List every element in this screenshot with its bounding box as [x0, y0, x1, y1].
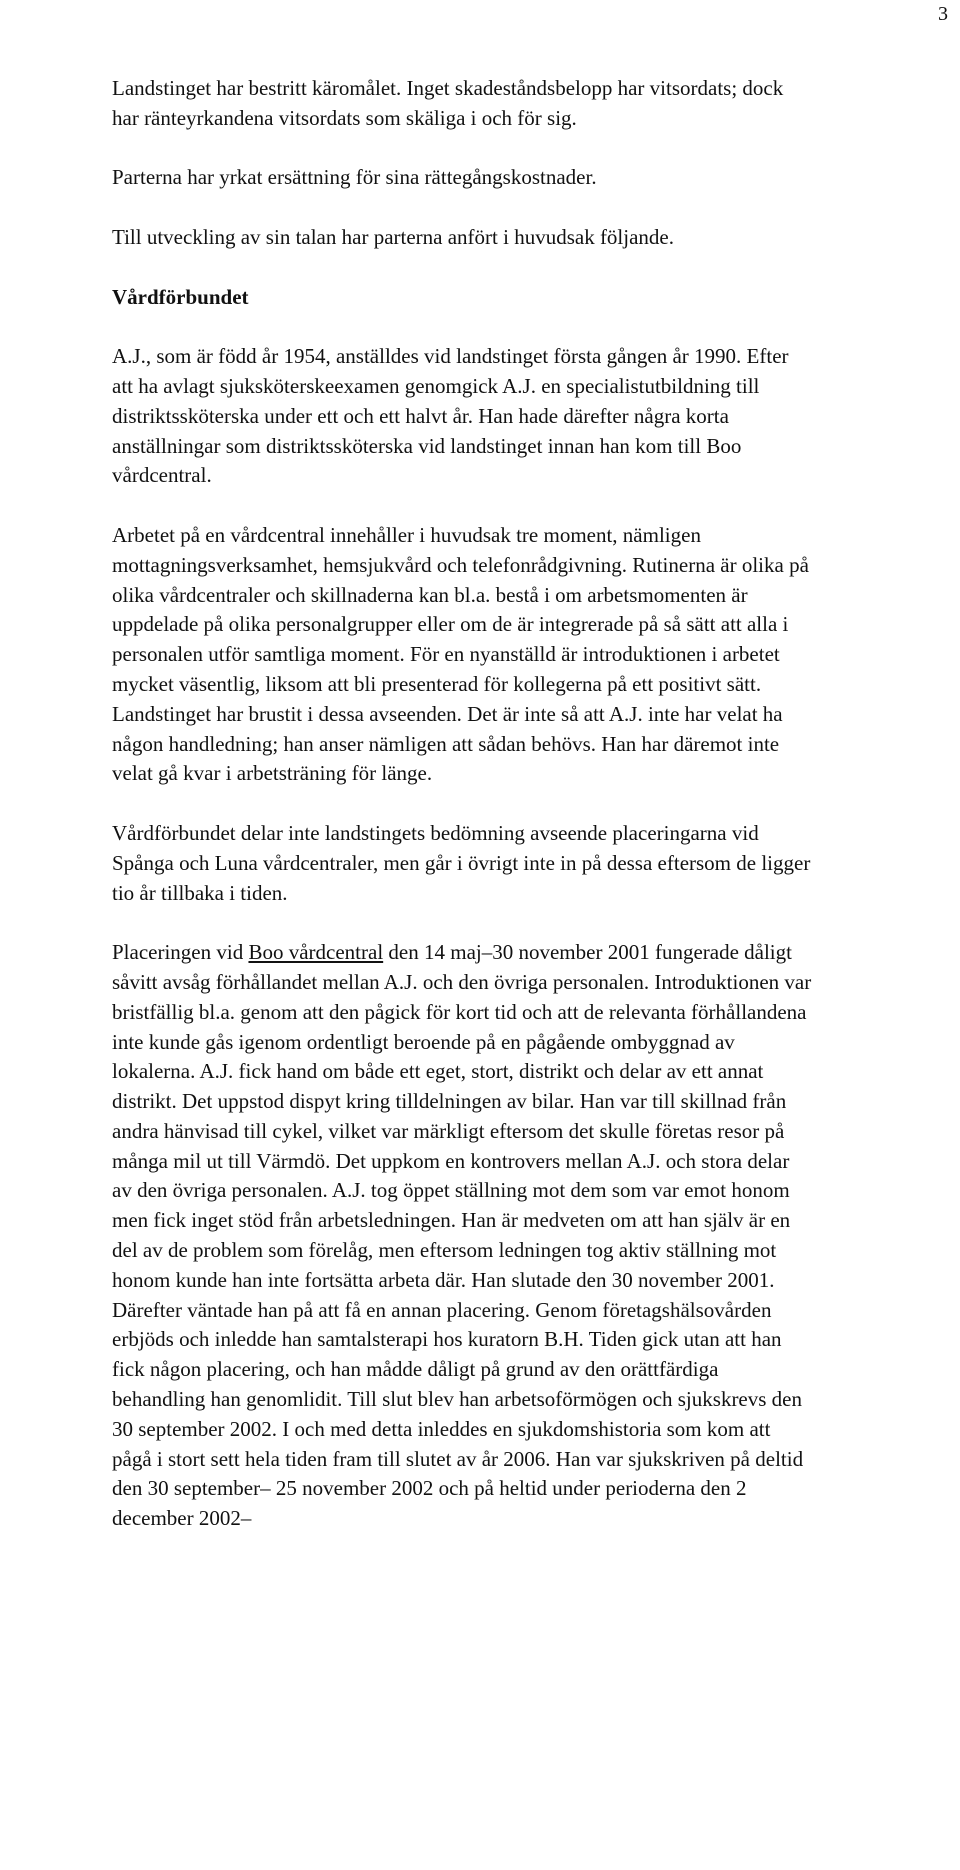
underlined-boo-vardcentral: Boo vårdcentral [248, 940, 384, 965]
paragraph-boo-rest: den 14 maj–30 november 2001 fungerade dåligt såvitt avsåg förhållandet mellan A.J. och den övriga personalen. Introduktionen var bristfällig bl.a. genom att den pågick för kort tid och att de relevanta förhållandena inte kunde gås igenom ordentligt beroende på en pågående ombyggnad av lokalerna. A.J. fick hand om både ett eget, stort, distrikt och delar av ett annat distrikt. Det uppstod dispyt kring tilldelningen av bilar. Han var till skillnad från andra hänvisad till cykel, vilket var märkligt eftersom det skulle företas resor på många mil ut till Värmdö. Det uppkom en kontrovers mellan A.J. och stora delar av den övriga personalen. A.J. tog öppet ställning mot dem som var emot honom men fick inget stöd från arbetsledningen. Han är medveten om att han själv är en del av de problem som förelåg, men eftersom ledningen tog aktiv ställning mot honom kunde han inte fortsätta arbeta där. Han slutade den 30 november 2001. Därefter väntade han på att få en annan placering. Genom företagshälsovården erbjöds och inledde han samtalsterapi hos kuratorn B.H. Tiden gick utan att han fick någon placering, och han mådde dåligt på grund av den orättfärdiga behandling han genomlidit. Till slut blev han arbetsoförmögen och sjukskrevs den 30 september 2002. I och med detta inleddes en sjukdomshistoria som kom att pågå i stort sett hela tiden fram till slutet av år 2006. Han var sjukskriven på deltid den 30 september– 25 november 2002 och på heltid under perioderna den 2 december 2002– [112, 940, 812, 1531]
page-number: 3 [938, 3, 948, 25]
paragraph-background: A.J., som är född år 1954, anställdes vid landstinget första gången år 1990. Efter att ha avlagt sjuksköterskeexamen genomgick A.J. en specialistutbildning till distriktssköterska under ett och ett halvt år. Han hade därefter några korta anställningar som distriktssköterska vid landstinget innan han kom till Boo vårdcentral. [112, 344, 789, 488]
paragraph-work-description: Arbetet på en vårdcentral innehåller i huvudsak tre moment, nämligen mottagningsverksamhet, hemsjukvård och telefonrådgivning. Rutinerna är olika på olika vårdcentraler och skillnaderna kan bl.a. bestå i om arbetsmomenten är uppdelade på olika personalgrupper eller om de är integrerade på så sätt att alla i personalen utför samtliga moment. För en nyanställd är introduktionen i arbetet mycket väsentlig, liksom att bli presenterad för kollegerna på ett positivt sätt. Landstinget har brustit i dessa avseenden. Det är inte så att A.J. inte har velat ha någon handledning; han anser nämligen att sådan behövs. Han har däremot inte velat gå kvar i arbetsträning för länge. [112, 522, 809, 786]
paragraph-intro: Till utveckling av sin talan har parterna anfört i huvudsak följande. [112, 224, 674, 249]
paragraph-boo-placement [112, 938, 812, 1534]
paragraph-previous-placements: Vårdförbundet delar inte landstingets bedömning avseende placeringarna vid Spånga och Luna vårdcentraler, men går i övrigt inte in på dessa eftersom de ligger tio år tillbaka i tiden. [112, 820, 811, 905]
section-heading: Vårdförbundet [112, 284, 249, 309]
paragraph-costs: Parterna har yrkat ersättning för sina rättegångskostnader. [112, 165, 597, 190]
document-body [112, 74, 812, 1564]
paragraph-defense: Landstinget har bestritt käromålet. Inget skadeståndsbelopp har vitsordats; dock har ränteyrkandena vitsordats som skäliga i och för sig. [112, 76, 784, 130]
paragraph-boo-start: Placeringen vid [112, 940, 249, 965]
